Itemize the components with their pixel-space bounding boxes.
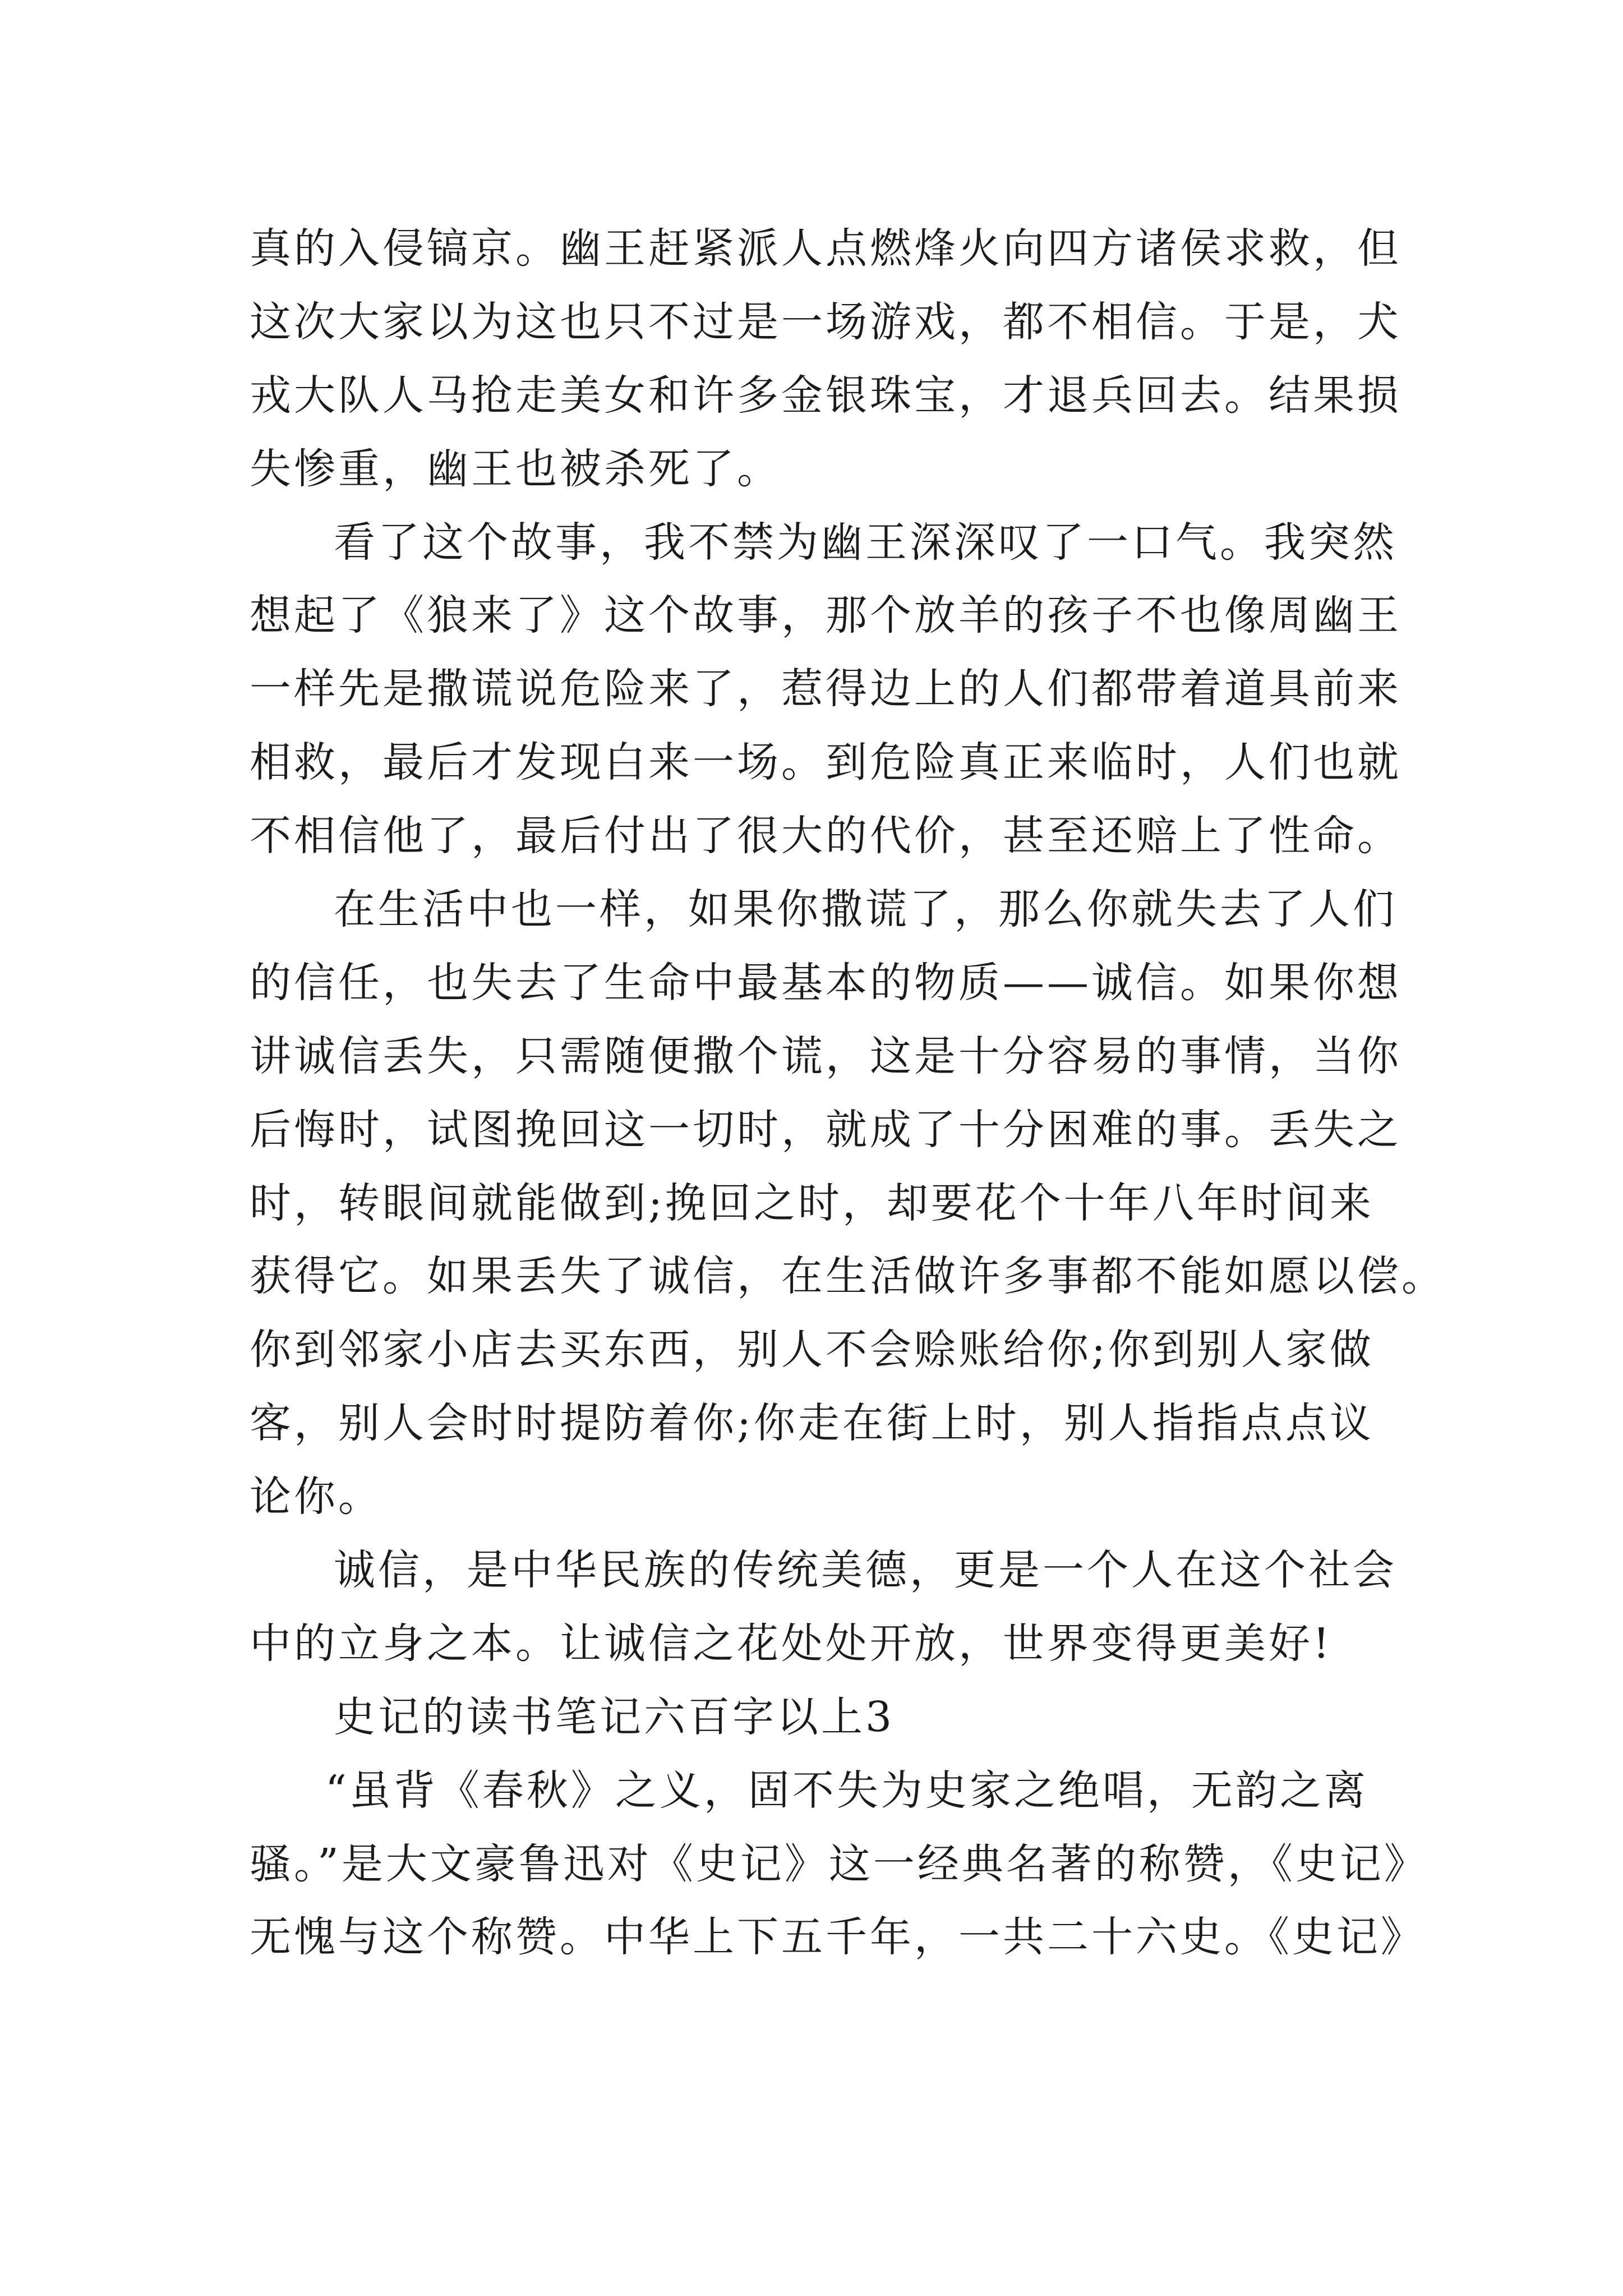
- text-line: 讲诚信丢失，只需随便撒个谎，这是十分容易的事情，当你: [250, 1032, 1401, 1080]
- document-body: [250, 212, 1446, 1974]
- text-line: 想起了《狼来了》这个故事，那个放羊的孩子不也像周幽王: [250, 591, 1401, 640]
- text-line: 无愧与这个称赞。中华上下五千年，一共二十六史。《史记》: [250, 1913, 1425, 1962]
- text-line: 获得它。如果丢失了诚信，在生活做许多事都不能如愿以偿。: [250, 1252, 1446, 1301]
- text-line: 中的立身之本。让诚信之花处处开放，世界变得更美好!: [250, 1619, 1332, 1668]
- section-heading: 史记的读书笔记六百字以上3: [334, 1692, 895, 1741]
- paragraph-first-line: 看了这个故事，我不禁为幽王深深叹了一口气。我突然: [334, 518, 1397, 567]
- text-line: 相救，最后才发现白来一场。到危险真正来临时，人们也就: [250, 738, 1401, 787]
- text-line: 骚。”是大文豪鲁迅对《史记》这一经典名著的称赞，《史记》: [250, 1839, 1428, 1888]
- text-line: 你到邻家小店去买东西，别人不会赊账给你;你到别人家做: [250, 1326, 1374, 1374]
- text-line: 一样先是撒谎说危险来了，惹得边上的人们都带着道具前来: [250, 665, 1401, 714]
- text-line: 论你。: [250, 1473, 382, 1521]
- text-line: 的信任，也失去了生命中最基本的物质——诚信。如果你想: [250, 958, 1401, 1007]
- text-line: 这次大家以为这也只不过是一场游戏，都不相信。于是，犬: [250, 297, 1401, 346]
- text-line: 真的入侵镐京。幽王赶紧派人点燃烽火向四方诸侯求救，但: [250, 224, 1401, 273]
- text-line: 时，转眼间就能做到;挽回之时，却要花个十年八年时间来: [250, 1179, 1374, 1227]
- paragraph-first-line: 在生活中也一样，如果你撒谎了，那么你就失去了人们: [334, 885, 1397, 934]
- text-line: 后悔时，试图挽回这一切时，就成了十分困难的事。丢失之: [250, 1105, 1401, 1154]
- paragraph-first-line: “虽背《春秋》之义，固不失为史家之绝唱，无韵之离: [325, 1766, 1368, 1815]
- text-line: 不相信他了，最后付出了很大的代价，甚至还赔上了性命。: [250, 812, 1401, 861]
- text-line: 客，别人会时时提防着你;你走在街上时，别人指指点点议: [250, 1399, 1374, 1448]
- text-line: 失惨重，幽王也被杀死了。: [250, 444, 781, 493]
- text-line: 戎大队人马抢走美女和许多金银珠宝，才退兵回去。结果损: [250, 371, 1401, 420]
- paragraph-first-line: 诚信，是中华民族的传统美德，更是一个人在这个社会: [334, 1546, 1397, 1595]
